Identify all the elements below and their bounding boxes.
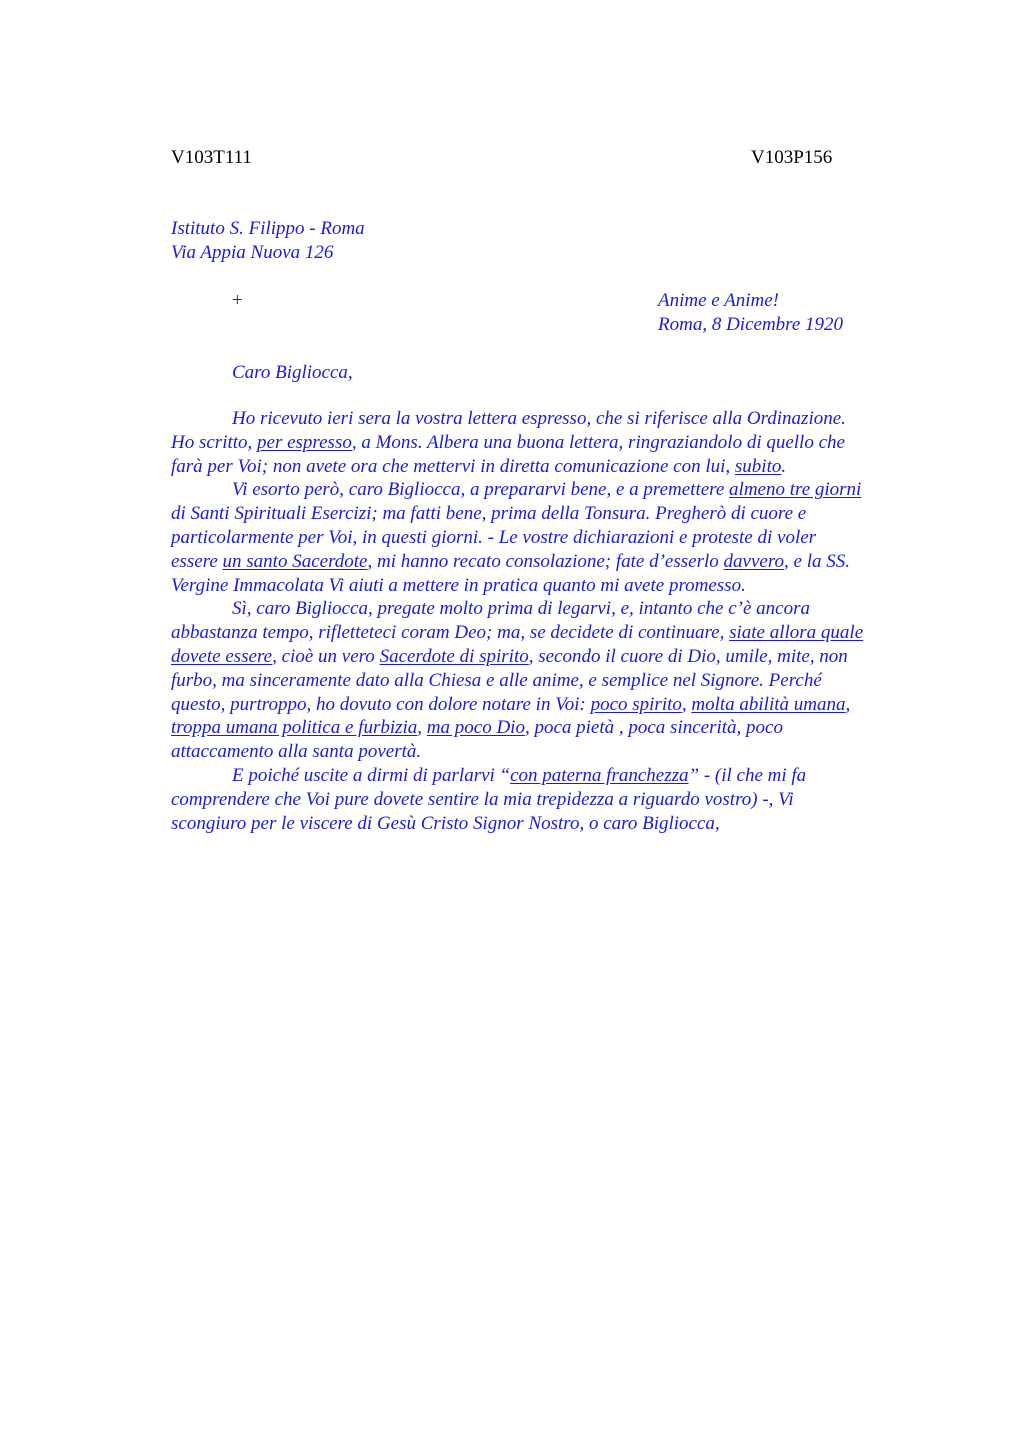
body-line [171, 669, 931, 693]
underlined-phrase: davvero [723, 550, 785, 572]
text-run: furbo, ma sinceramente dato alla Chiesa e alle anime, e semplice nel Signore. Perché [171, 669, 822, 691]
underlined-phrase: con paterna franchezza [510, 764, 689, 786]
right-reference-code: V103P156 [751, 147, 833, 168]
text-run: E poiché uscite a dirmi di parlarvi “ [232, 764, 511, 786]
address-line-2: Via Appia Nuova 126 [171, 242, 334, 263]
body-line [171, 716, 931, 740]
address-line-1: Istituto S. Filippo - Roma [171, 218, 365, 239]
underlined-phrase: dovete essere [171, 645, 273, 667]
underlined-phrase: poco spirito [590, 693, 682, 715]
body-line [171, 693, 931, 717]
text-run: essere [171, 550, 223, 572]
body-line [171, 431, 931, 455]
text-run: , a Mons. Albera una buona lettera, ringraziandolo di quello che [351, 431, 845, 453]
motto: Anime e Anime! [658, 290, 779, 311]
text-run: particolarmente per Voi, in questi giorni. - Le vostre dichiarazioni e proteste di voler [171, 526, 817, 548]
text-run: , [417, 717, 427, 739]
date-block [658, 289, 843, 337]
text-run: questo, purtroppo, ho dovuto con dolore notare in Voi: [171, 693, 591, 715]
text-run: , mi hanno recato consolazione; fate d’esserlo [367, 550, 724, 572]
text-run: , [845, 693, 851, 715]
text-run: , [681, 693, 692, 715]
text-run: Vergine Immacolata Vi aiuti a mettere in pratica quanto mi avete promesso. [171, 574, 746, 596]
underlined-phrase: almeno tre giorni [729, 479, 862, 501]
text-run: comprendere che Voi pure dovete sentire la mia trepidezza a riguardo vostro) -, Vi [171, 788, 794, 810]
body-line [171, 621, 931, 645]
body-line [171, 740, 931, 764]
text-run: di Santi Spirituali Esercizi; ma fatti bene, prima della Tonsura. Pregherò di cuore e [171, 503, 807, 525]
text-run: abbastanza tempo, rifletteteci coram Deo; ma, se decidete di continuare, [171, 622, 730, 644]
text-run: , e la SS. [784, 550, 850, 572]
underlined-phrase: ma poco Dio [426, 717, 525, 739]
underlined-phrase: per espresso [257, 431, 352, 453]
text-run: scongiuro per le viscere di Gesù Cristo Signor Nostro, o caro Bigliocca, [171, 812, 720, 834]
body-line [171, 502, 931, 526]
text-run: Vi esorto però, caro Bigliocca, a prepararvi bene, e a premettere [232, 479, 730, 501]
text-run: , poca pietà , poca sincerità, poco [524, 717, 783, 739]
underlined-phrase: un santo Sacerdote [222, 550, 368, 572]
text-run: , secondo il cuore di Dio, umile, mite, non [528, 645, 848, 667]
underlined-phrase: subito [734, 455, 782, 477]
body-line [171, 597, 931, 621]
letter-body [171, 407, 931, 835]
text-run: Sì, caro Bigliocca, pregate molto prima di legarvi, e, intanto che c’è ancora [232, 598, 810, 620]
left-reference-code: V103T111 [171, 147, 252, 168]
text-run: Ho scritto, [171, 431, 258, 453]
body-line [171, 812, 931, 836]
salutation: Caro Bigliocca, [232, 362, 353, 383]
body-line [171, 788, 931, 812]
text-run: . [781, 455, 787, 477]
body-line [171, 455, 931, 479]
underlined-phrase: molta abilità umana [691, 693, 846, 715]
text-run: farà per Voi; non avete ora che mettervi in diretta comunicazione con lui, [171, 455, 735, 477]
text-run: , cioè un vero [272, 645, 380, 667]
sender-address [171, 217, 365, 265]
body-line [171, 550, 931, 574]
text-run: Ho ricevuto ieri sera la vostra lettera espresso, che si riferisce alla Ordinazione. [232, 408, 846, 429]
body-line [171, 407, 931, 431]
cross-symbol: + [232, 290, 243, 311]
body-line [171, 478, 931, 502]
body-line [171, 574, 931, 598]
body-line [171, 645, 931, 669]
underlined-phrase: siate allora quale [729, 622, 864, 644]
text-run: attaccamento alla santa povertà. [171, 741, 422, 763]
underlined-phrase: Sacerdote di spirito [379, 645, 529, 667]
body-line [171, 764, 931, 788]
body-line [171, 526, 931, 550]
underlined-phrase: troppa umana politica e furbizia [171, 717, 418, 739]
letter-date: Roma, 8 Dicembre 1920 [658, 314, 844, 335]
text-run: ” - (il che mi fa [688, 764, 807, 786]
